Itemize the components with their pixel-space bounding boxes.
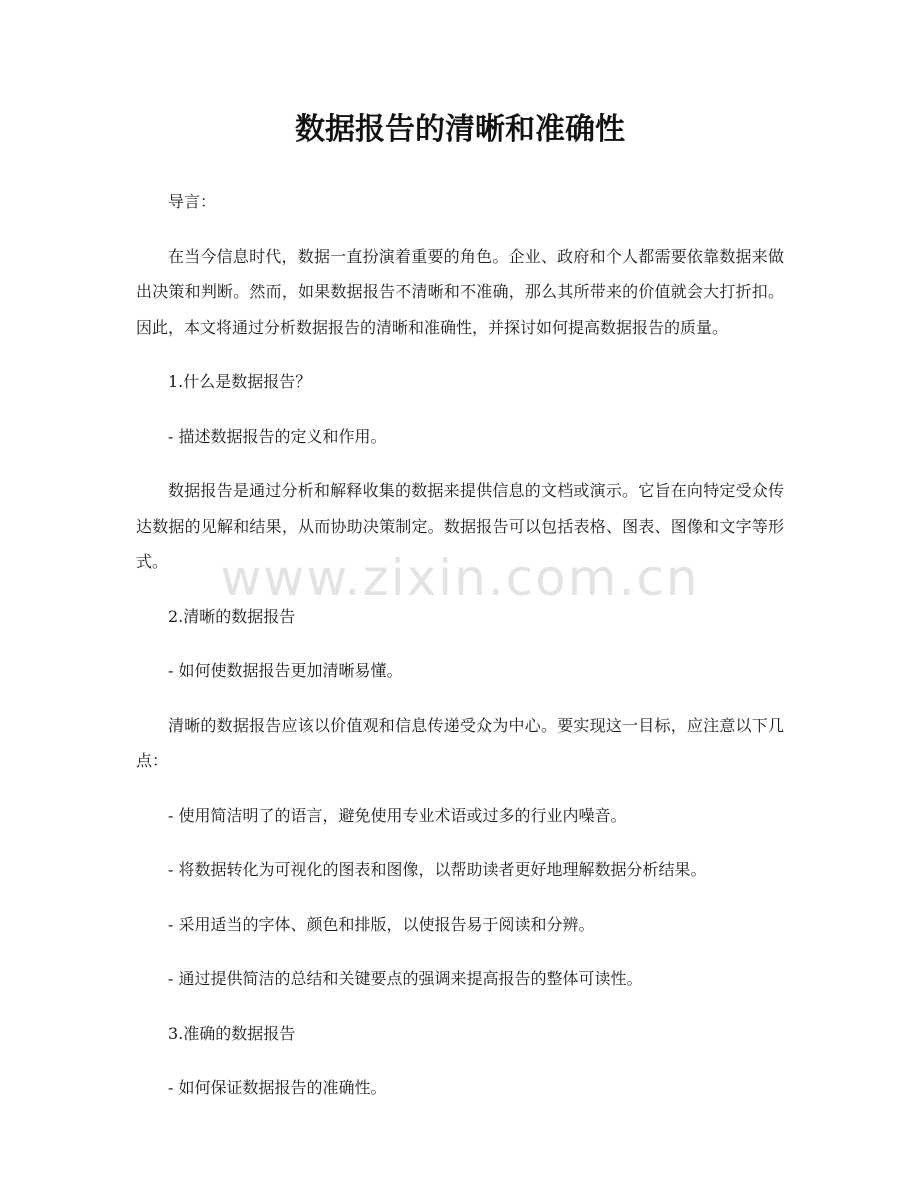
section-heading-3: 3.准确的数据报告 <box>168 1023 296 1043</box>
watermark: www.zixin.com.cn <box>220 549 700 607</box>
paragraph-intro: 在当今信息时代，数据一直扮演着重要的角色。企业、政府和个人都需要依靠数据来做出决策和判断。然而，如果数据报告不清晰和不准确，那么其所带来的价值就会大打折扣。因此，本文将通过分析数据报告的清晰和准确性，并探讨如何提高数据报告的质量。 <box>136 246 784 337</box>
section-1-subpoint: - 描述数据报告的定义和作用。 <box>168 426 387 446</box>
section-2-bullet-3: - 采用适当的字体、颜色和排版，以使报告易于阅读和分辨。 <box>168 914 595 934</box>
section-heading-1: 1.什么是数据报告？ <box>168 372 312 391</box>
section-2-body: 清晰的数据报告应该以价值观和信息传递受众为中心。要实现这一目标，应注意以下几点： <box>136 715 784 770</box>
section-3-subpoint: - 如何保证数据报告的准确性。 <box>168 1078 387 1097</box>
section-1-body: 数据报告是通过分析和解释收集的数据来提供信息的文档或演示。它旨在向特定受众传达数据的见解和结果，从而协助决策制定。数据报告可以包括表格、图表、图像和文字等形式。 <box>136 481 784 571</box>
section-2-subpoint: - 如何使数据报告更加清晰易懂。 <box>168 661 403 680</box>
section-heading-2: 2.清晰的数据报告 <box>168 606 296 626</box>
document-title: 数据报告的清晰和准确性 <box>295 112 625 147</box>
section-2-bullet-1: - 使用简洁明了的语言，避免使用专业术语或过多的行业内噪音。 <box>168 805 627 825</box>
paragraph-intro-heading: 导言： <box>168 192 217 211</box>
section-2-bullet-4: - 通过提供简洁的总结和关键要点的强调来提高报告的整体可读性。 <box>168 969 643 988</box>
section-2-bullet-2: - 将数据转化为可视化的图表和图像，以帮助读者更好地理解数据分析结果。 <box>168 860 707 879</box>
document-body <box>136 184 784 1125</box>
